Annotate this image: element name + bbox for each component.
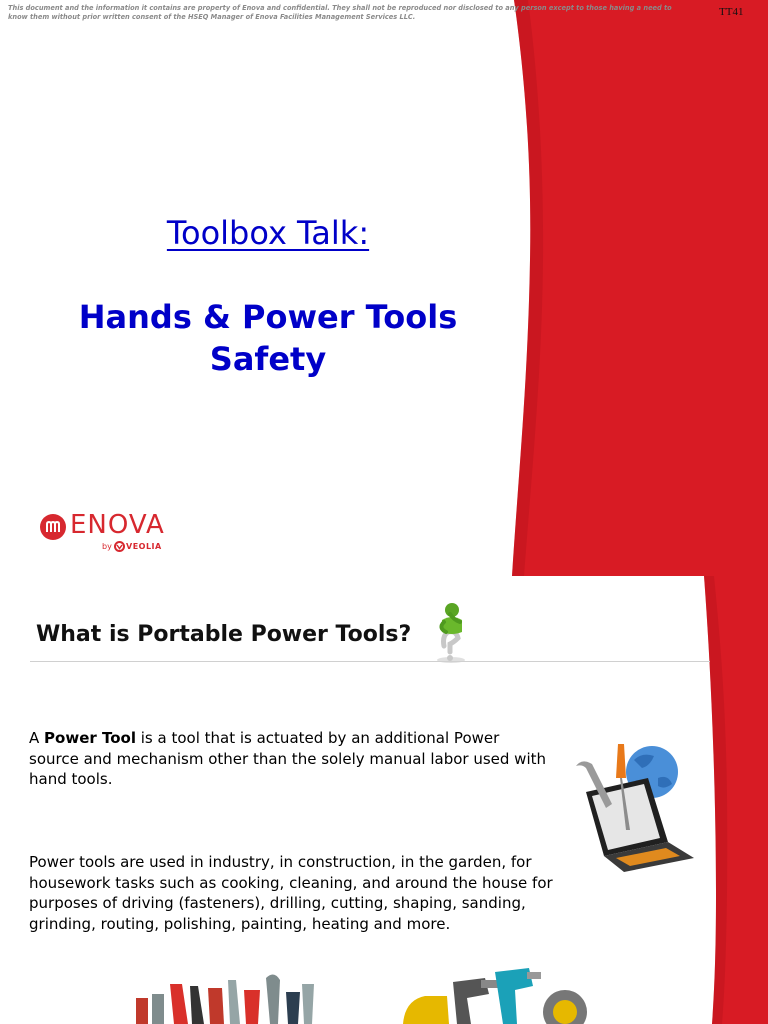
logo-by-text: by xyxy=(102,542,112,551)
veolia-logo-icon xyxy=(114,541,125,552)
para1-rest: is a tool that is actuated by an additional Power source and mechanism other than the solely manual labor used with hand tools. xyxy=(29,729,546,788)
laptop-tools-icon xyxy=(572,738,700,874)
document-code: TT41 xyxy=(719,6,744,18)
enova-wordmark: ENOVA xyxy=(70,510,165,540)
subject-title xyxy=(30,296,506,380)
power-tool-term: Power Tool xyxy=(44,729,136,747)
confidentiality-notice: This document and the information it contains are property of Enova and confidential. They shall not be reproduced nor disclosed to any person except to those having a need to know them without prior written consent of the HSEQ Manager of Enova Facilities Management Services LLC. xyxy=(8,4,672,21)
para1-lead: A xyxy=(29,729,45,747)
subject-title-line-2: Safety xyxy=(209,340,327,378)
content-page xyxy=(0,576,768,1024)
subject-title-line-1: Hands & Power Tools xyxy=(78,298,458,336)
power-tool-uses: Power tools are used in industry, in construction, in the garden, for housework tasks such as cooking, cleaning, and around the house for purposes of driving (fasteners), drilling, cutting, shaping, sanding, grinding, routing, polishing, painting, heating and more. xyxy=(29,853,553,933)
toolbox-talk-title: Toolbox Talk: xyxy=(166,214,370,252)
enova-logo-icon xyxy=(40,514,66,540)
veolia-wordmark: VEOLIA xyxy=(126,542,162,551)
section-heading: What is Portable Power Tools? xyxy=(36,622,412,647)
power-tools-image xyxy=(395,960,595,1024)
enova-logo xyxy=(40,512,170,556)
power-tool-definition xyxy=(29,728,549,790)
heading-divider xyxy=(30,661,710,662)
hand-tools-image xyxy=(130,954,320,1024)
thinker-question-icon xyxy=(430,602,472,664)
